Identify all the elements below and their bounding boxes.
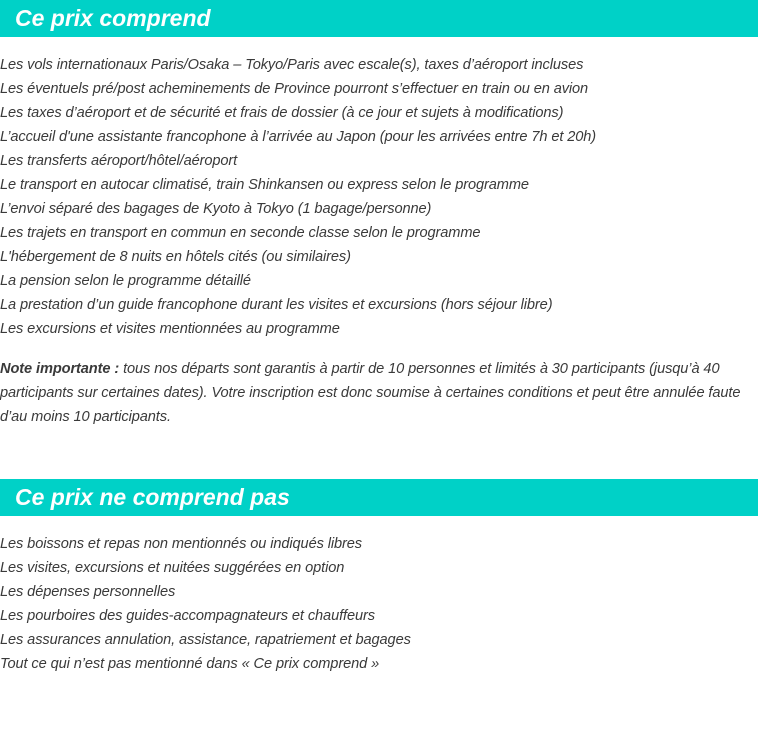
included-item: Les taxes d’aéroport et de sécurité et frais de dossier (à ce jour et sujets à modifications) [0,105,564,121]
included-item: La pension selon le programme détaillé [0,273,251,289]
included-item: L’accueil d'une assistante francophone à l’arrivée au Japon (pour les arrivées entre 7h et 20h) [0,129,597,145]
excluded-item: Les pourboires des guides-accompagnateurs et chauffeurs [0,608,375,624]
included-item: Les transferts aéroport/hôtel/aéroport [0,153,238,169]
included-item: Les excursions et visites mentionnées au programme [0,321,340,337]
included-list [0,53,758,341]
excluded-section [0,479,758,676]
excluded-header-band [0,479,758,516]
important-note-text: tous nos départs sont garantis à partir de 10 personnes et limités à 30 participants (jusqu’à 40 participants sur certaines dates). Votre inscription est donc soumise à certaines conditions et peut être annulée faute d’au moins 10 participants. [0,361,741,425]
included-item: L'hébergement de 8 nuits en hôtels cités (ou similaires) [0,249,351,265]
excluded-item: Les visites, excursions et nuitées suggérées en option [0,560,345,576]
excluded-item: Les dépenses personnelles [0,584,176,600]
included-item: Les trajets en transport en commun en seconde classe selon le programme [0,225,481,241]
excluded-item: Les assurances annulation, assistance, rapatriement et bagages [0,632,411,648]
included-item: Les vols internationaux Paris/Osaka – Tokyo/Paris avec escale(s), taxes d’aéroport incluses [0,57,584,73]
excluded-item: Les boissons et repas non mentionnés ou indiqués libres [0,536,363,552]
included-item: L’envoi séparé des bagages de Kyoto à Tokyo (1 bagage/personne) [0,201,432,217]
important-note-label: Note importante : [0,361,120,377]
included-item: Les éventuels pré/post acheminements de Province pourront s’effectuer en train ou en avion [0,81,589,97]
excluded-list [0,532,758,676]
included-item: La prestation d’un guide francophone durant les visites et excursions (hors séjour libre) [0,297,553,313]
included-header-band [0,0,758,37]
included-title: Ce prix comprend [15,5,211,31]
excluded-title: Ce prix ne comprend pas [15,484,290,510]
important-note [0,357,758,429]
included-item: Le transport en autocar climatisé, train Shinkansen ou express selon le programme [0,177,529,193]
excluded-item: Tout ce qui n’est pas mentionné dans « Ce prix comprend » [0,656,380,672]
